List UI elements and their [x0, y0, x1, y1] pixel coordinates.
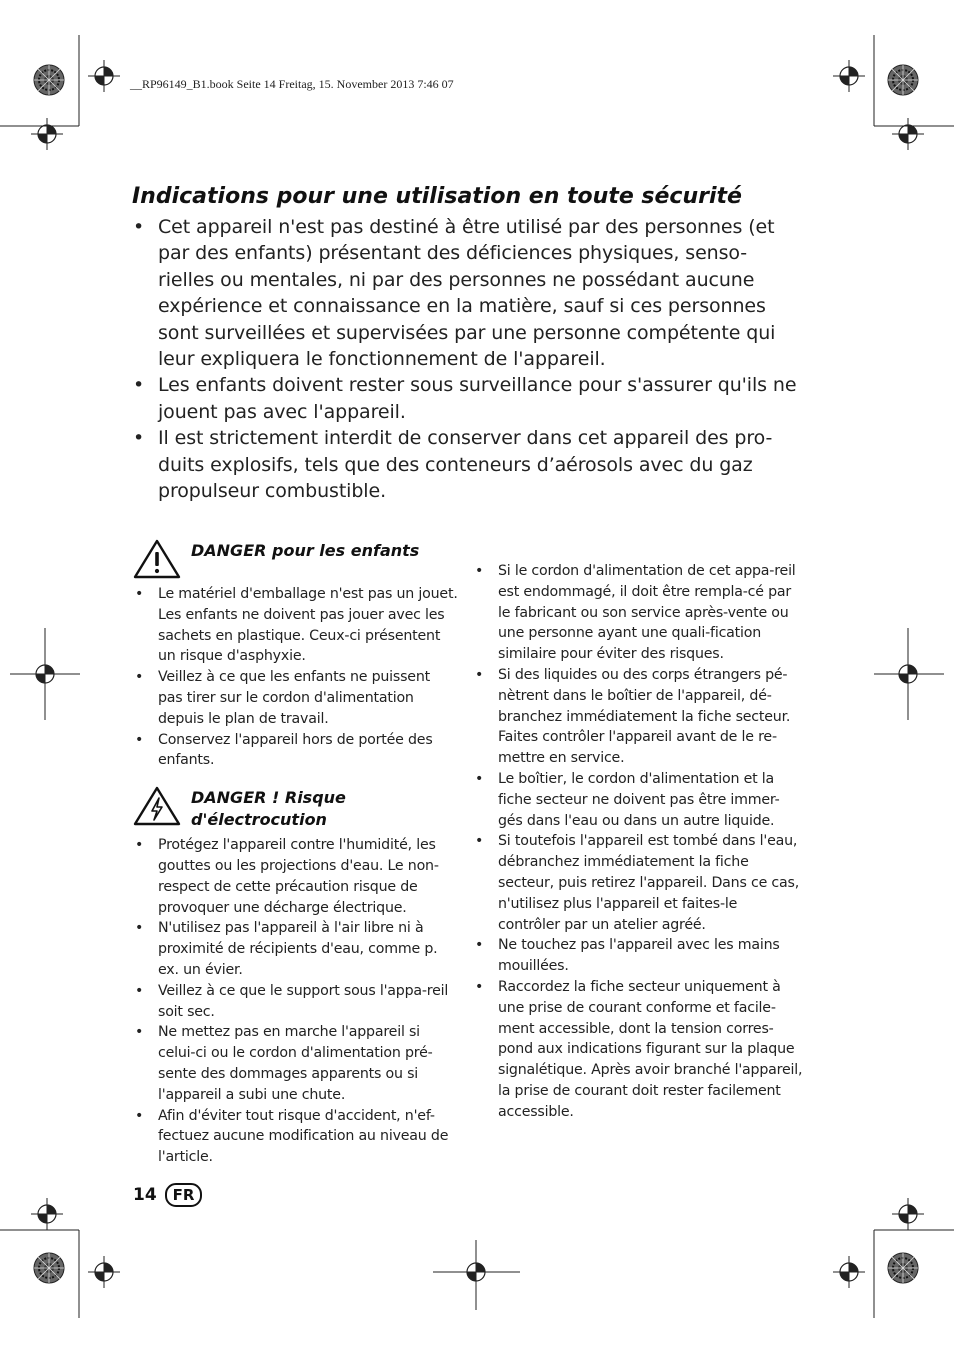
danger-children-list — [133, 584, 458, 771]
list-item: • Le matériel d'emballage n'est pas un jouet. Les enfants ne doivent pas jouer avec les sachets en plastique. Ceux-ci présentent un risque d'asphyxie. — [133, 584, 458, 667]
list-item: • Veillez à ce que les enfants ne puissent pas tirer sur le cordon d'alimentation depuis le plan de travail. — [133, 667, 458, 729]
intro-list — [133, 214, 798, 504]
list-item: • Les enfants doivent rester sous surveillance pour s'assurer qu'ils ne jouent pas avec l'appareil. — [133, 372, 798, 425]
list-item: • Ne touchez pas l'appareil avec les mains mouillées. — [473, 935, 803, 977]
list-item: • Si le cordon d'alimentation de cet appa-reil est endommagé, il doit être rempla-cé par le fabricant ou son service après-vente ou une personne ayant une quali-fication similaire pour éviter des risques. — [473, 561, 803, 665]
list-item: • Veillez à ce que le support sous l'appa-reil soit sec. — [133, 981, 458, 1023]
warning-triangle-icon — [133, 538, 181, 580]
list-item: • Ne mettez pas en marche l'appareil si celui-ci ou le cordon d'alimentation pré-sente des dommages apparents ou si l'appareil a subi une chute. — [133, 1022, 458, 1105]
list-item: • Il est strictement interdit de conserver dans cet appareil des pro-duits explosifs, tels que des conteneurs d’aérosols avec du gaz propulseur combustible. — [133, 425, 798, 504]
danger-electric-title-line1: DANGER ! Risque — [191, 788, 346, 808]
print-info-header: __RP96149_B1.book Seite 14 Freitag, 15. November 2013 7:46 07 — [130, 77, 454, 91]
list-item: • Le boîtier, le cordon d'alimentation et la fiche secteur ne doivent pas être immer-gés dans l'eau ou dans un autre liquide. — [473, 769, 803, 831]
page-number: 14 — [133, 1185, 157, 1205]
list-item: • Cet appareil n'est pas destiné à être utilisé par des personnes (et par des enfants) présentant des déficiences physiques, senso-rielles ou mentales, ni par des personnes ne possédant aucune expérience et connaissance en la matière, sauf si ces personnes sont surveillées et supervisées par une personne compétente qui leur expliquera le fonctionnement de l'appareil. — [133, 214, 798, 372]
list-item: • Afin d'éviter tout risque d'accident, n'ef-fectuez aucune modification au niveau de l'article. — [133, 1106, 458, 1168]
list-item: • Conservez l'appareil hors de portée des enfants. — [133, 730, 458, 772]
list-item: • Protégez l'appareil contre l'humidité, les gouttes ou les projections d'eau. Le non-respect de cette précaution risque de provoquer une décharge électrique. — [133, 835, 458, 918]
electric-hazard-icon — [133, 785, 181, 827]
page-title: Indications pour une utilisation en toute sécurité — [132, 184, 742, 209]
list-item: • Si des liquides ou des corps étrangers pé-nètrent dans le boîtier de l'appareil, dé-branchez immédiatement la fiche secteur. Faites contrôler l'appareil avant de le re-mettre en service. — [473, 665, 803, 769]
danger-children-title: DANGER pour les enfants — [191, 541, 420, 560]
danger-electric-heading — [133, 785, 458, 831]
list-item: • Si toutefois l'appareil est tombé dans l'eau, débranchez immédiatement la fiche secteur, puis retirez l'appareil. Dans ce cas, n'utilisez plus l'appareil et faites-le contrôler par un atelier agréé. — [473, 831, 803, 935]
right-column — [473, 561, 803, 1123]
page-footer — [133, 1183, 202, 1207]
danger-electric-title — [191, 787, 346, 831]
list-item: • Raccordez la fiche secteur uniquement à une prise de courant conforme et facile-ment accessible, dont la tension corres-pond aux indications figurant sur la plaque signalétique. Après avoir branché l'appareil, la prise de courant doit rester facilement accessible. — [473, 977, 803, 1123]
danger-children-heading — [133, 538, 458, 580]
language-badge: FR — [165, 1183, 203, 1207]
safety-list-right — [473, 561, 803, 1123]
list-item: • N'utilisez pas l'appareil à l'air libre ni à proximité de récipients d'eau, comme p. ex. un évier. — [133, 918, 458, 980]
left-column — [133, 538, 458, 1168]
danger-electric-title-line2: d'électrocution — [191, 810, 327, 830]
danger-electric-list — [133, 835, 458, 1168]
